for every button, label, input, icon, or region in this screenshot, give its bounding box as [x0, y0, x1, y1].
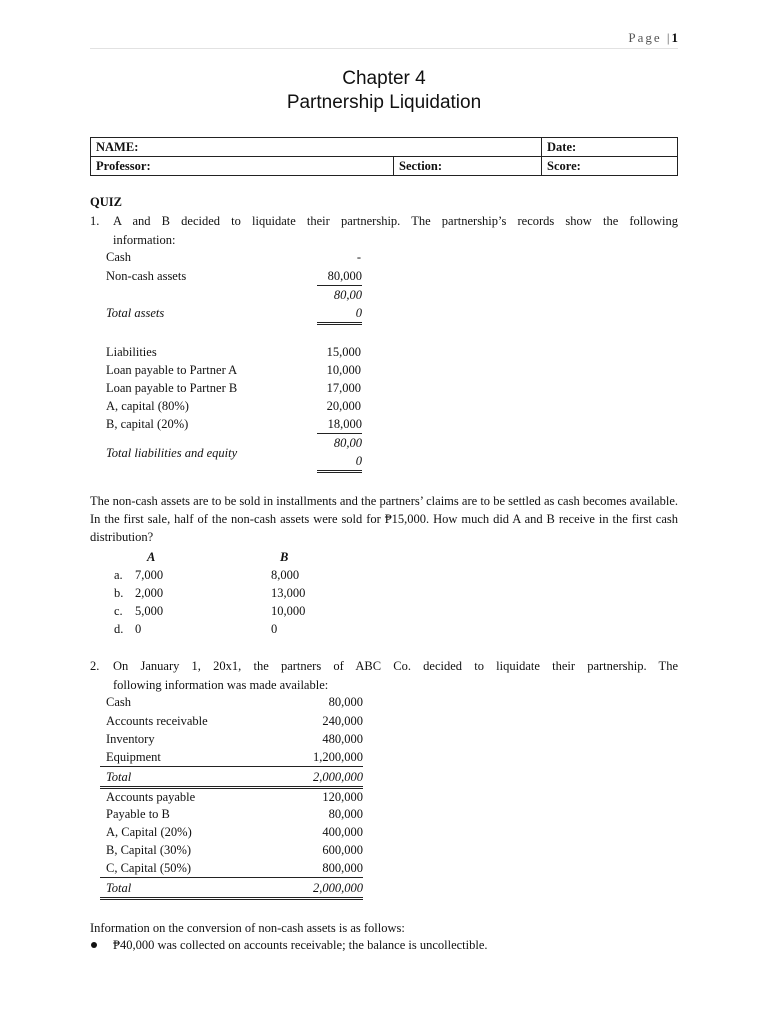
- q1-choice-b-value: 0: [271, 622, 278, 636]
- chapter-subtitle: Partnership Liquidation: [286, 92, 482, 113]
- q2-total2-value: 2,000,000: [313, 881, 363, 895]
- q2-asset-label: Cash: [106, 695, 131, 709]
- q2-asset-label: Equipment: [106, 750, 161, 764]
- q1-text-line2: information:: [113, 233, 176, 247]
- q1-paragraph: The non-cash assets are to be sold in installments and the partners’ claims are to be settled as cash becomes available. In the first sale, half of the non-cash assets were sold for ₱15,000. How much did A and B receive in the first cash distribution?: [90, 494, 678, 544]
- professor-field[interactable]: Professor:: [91, 157, 394, 176]
- q1-liab-value: 20,000: [326, 399, 361, 413]
- q1-asset-value: -: [356, 250, 361, 264]
- q1-choice-letter[interactable]: a.: [114, 568, 123, 582]
- bullet-icon: [91, 942, 97, 948]
- q2-total2-row: [100, 877, 363, 900]
- q1-col-a-header: A: [147, 550, 156, 564]
- q2-asset-value: 80,000: [328, 695, 363, 709]
- q1-asset-label: Non-cash assets: [106, 269, 187, 283]
- q2-liab-value: 400,000: [322, 825, 363, 839]
- q1-choice-a-value: 5,000: [135, 604, 164, 618]
- q2-asset-value: 1,200,000: [313, 750, 363, 764]
- q2-total1-row: [100, 766, 363, 789]
- date-field[interactable]: Date:: [542, 138, 678, 157]
- q2-liab-value: 120,000: [322, 790, 363, 804]
- q1-number: 1.: [90, 214, 100, 228]
- q1-choice-a-value: 0: [135, 622, 142, 636]
- q1-choice-letter[interactable]: c.: [114, 604, 123, 618]
- q1-choice-b-value: 8,000: [271, 568, 300, 582]
- q1-liab-value: 10,000: [326, 363, 361, 377]
- q2-liab-label: B, Capital (30%): [106, 843, 192, 857]
- q1-liab-label: Loan payable to Partner A: [106, 363, 238, 377]
- q2-asset-value: 480,000: [322, 732, 363, 746]
- page-number: 1: [671, 30, 678, 45]
- q2-liab-value: 800,000: [322, 861, 363, 875]
- q2-liab-label: C, Capital (50%): [106, 861, 192, 875]
- q1-total-assets-value: 0: [317, 304, 362, 325]
- q1-choice-letter[interactable]: d.: [114, 622, 124, 636]
- q1-choice-b-value: 10,000: [271, 604, 306, 618]
- q1-choice-b-value: 13,000: [271, 586, 306, 600]
- q2-text-line1: On January 1, 20x1, the partners of ABC Co. decided to liquidate their partnership. The: [113, 659, 678, 673]
- page-word: Page: [628, 30, 662, 45]
- q1-asset-value: 80,000: [317, 267, 362, 286]
- header-divider: [90, 48, 678, 49]
- q2-liab-label: Payable to B: [106, 807, 170, 821]
- q1-text-line1: A and B decided to liquidate their partnership. The partnership’s records show the following: [113, 214, 678, 228]
- q2-number: 2.: [90, 659, 100, 673]
- q1-liab-label: A, capital (80%): [106, 399, 189, 413]
- q2-liab-label: Accounts payable: [106, 790, 196, 804]
- q2-asset-label: Inventory: [106, 732, 155, 746]
- q1-assets-subtotal: 80,00: [333, 288, 362, 302]
- q1-liab-label: B, capital (20%): [106, 417, 189, 431]
- q2-liab-value: 600,000: [322, 843, 363, 857]
- quiz-label: QUIZ: [90, 195, 122, 209]
- q1-choice-a-value: 2,000: [135, 586, 164, 600]
- q1-total-assets-label: Total assets: [106, 306, 165, 320]
- q1-col-b-header: B: [280, 550, 289, 564]
- q1-liab-label: Loan payable to Partner B: [106, 381, 238, 395]
- q1-liab-value: 15,000: [326, 345, 361, 359]
- q1-total-liab-value: 0: [317, 452, 362, 473]
- name-field[interactable]: NAME:: [91, 138, 542, 157]
- q1-choice-letter[interactable]: b.: [114, 586, 124, 600]
- page-header: Page |1: [628, 30, 678, 45]
- q1-liab-value: 17,000: [326, 381, 361, 395]
- q2-liab-value: 80,000: [328, 807, 363, 821]
- q2-total2-label: Total: [106, 881, 132, 895]
- q1-liab-label: Liabilities: [106, 345, 157, 359]
- q1-liab-subtotal: 80,00: [333, 436, 362, 450]
- q2-asset-value: 240,000: [322, 714, 363, 728]
- q1-asset-label: Cash: [106, 250, 131, 264]
- q2-bullet-text: ₱40,000 was collected on accounts receivable; the balance is uncollectible.: [113, 938, 488, 952]
- chapter-title: Chapter 4: [342, 68, 426, 89]
- student-info-table: [90, 137, 678, 176]
- q2-asset-label: Accounts receivable: [106, 714, 208, 728]
- q1-total-liab-label: Total liabilities and equity: [106, 446, 238, 460]
- q2-total1-label: Total: [106, 770, 132, 784]
- q2-info-line: Information on the conversion of non-cash assets is as follows:: [90, 921, 405, 935]
- section-field[interactable]: Section:: [394, 157, 542, 176]
- q2-liab-label: A, Capital (20%): [106, 825, 192, 839]
- score-field[interactable]: Score:: [542, 157, 678, 176]
- q2-total1-value: 2,000,000: [313, 770, 363, 784]
- q1-choice-a-value: 7,000: [135, 568, 164, 582]
- q1-liab-value: 18,000: [317, 415, 362, 434]
- q2-text-line2: following information was made available:: [113, 678, 329, 692]
